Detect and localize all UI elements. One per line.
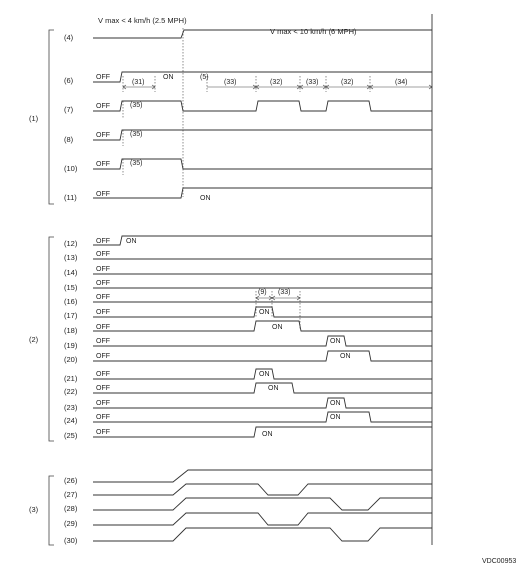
waveform-20 bbox=[93, 351, 432, 361]
waveform-28 bbox=[93, 498, 432, 510]
state-13-off: OFF bbox=[96, 251, 110, 258]
state-12-on: ON bbox=[126, 238, 137, 245]
interval-33-a: (33) bbox=[224, 79, 237, 86]
row-label-6: (6) bbox=[64, 76, 74, 85]
state-24-off: OFF bbox=[96, 414, 110, 421]
row-label-13: (13) bbox=[64, 253, 78, 262]
figure-code: VDC00953 bbox=[482, 558, 517, 565]
group-1-bracket bbox=[49, 30, 54, 204]
state-16-off: OFF bbox=[96, 294, 110, 301]
interval-31: (31) bbox=[132, 79, 145, 86]
state-14-off: OFF bbox=[96, 266, 110, 273]
state-6-off: OFF bbox=[96, 74, 110, 81]
state-6-on: ON bbox=[163, 74, 174, 81]
state-15-off: OFF bbox=[96, 280, 110, 287]
waveform-22 bbox=[93, 383, 432, 393]
state-19-off: OFF bbox=[96, 338, 110, 345]
row-label-11: (11) bbox=[64, 193, 77, 202]
interval-35-7: (35) bbox=[130, 102, 143, 109]
group-2-label: (2) bbox=[29, 335, 39, 344]
group-2-bracket bbox=[49, 237, 54, 441]
waveform-10 bbox=[93, 159, 432, 169]
interval-35-10: (35) bbox=[130, 160, 143, 167]
row-labels bbox=[64, 33, 78, 545]
waveform-30 bbox=[93, 528, 432, 541]
row-label-8: (8) bbox=[64, 135, 74, 144]
row-label-15: (15) bbox=[64, 283, 78, 292]
state-23-off: OFF bbox=[96, 400, 110, 407]
row-label-22: (22) bbox=[64, 387, 78, 396]
row-label-24: (24) bbox=[64, 416, 78, 425]
interval-32-a: (32) bbox=[270, 79, 283, 86]
row-label-28: (28) bbox=[64, 504, 78, 513]
interval-5: (5) bbox=[200, 74, 209, 81]
state-25-on: ON bbox=[262, 431, 273, 438]
row-label-29: (29) bbox=[64, 519, 78, 528]
state-19-on: ON bbox=[330, 338, 341, 345]
group-1-label: (1) bbox=[29, 114, 39, 123]
waveform-26 bbox=[93, 470, 432, 482]
row-label-7: (7) bbox=[64, 105, 74, 114]
group-3-bracket bbox=[49, 476, 54, 545]
row-label-27: (27) bbox=[64, 490, 78, 499]
row-label-26: (26) bbox=[64, 476, 78, 485]
row-label-30: (30) bbox=[64, 536, 78, 545]
state-21-off: OFF bbox=[96, 371, 110, 378]
waveform-4 bbox=[93, 30, 432, 38]
state-20-on: ON bbox=[340, 353, 351, 360]
row-label-21: (21) bbox=[64, 374, 78, 383]
row-label-19: (19) bbox=[64, 341, 78, 350]
state-25-off: OFF bbox=[96, 429, 110, 436]
interval-34: (34) bbox=[395, 79, 408, 86]
interval-9: (9) bbox=[258, 289, 267, 296]
row-label-16: (16) bbox=[64, 297, 78, 306]
vmax-high-label: V max < 10 km/h (6 MPH) bbox=[270, 27, 357, 36]
interval-35-8: (35) bbox=[130, 131, 143, 138]
waveform-8 bbox=[93, 130, 432, 140]
state-11-off: OFF bbox=[96, 191, 110, 198]
state-17-on: ON bbox=[259, 309, 270, 316]
waveform-24 bbox=[93, 412, 432, 422]
row-label-10: (10) bbox=[64, 164, 78, 173]
interval-32-b: (32) bbox=[341, 79, 354, 86]
row-label-18: (18) bbox=[64, 326, 78, 335]
state-21-on: ON bbox=[259, 371, 270, 378]
interval-33-b: (33) bbox=[306, 79, 319, 86]
row-label-17: (17) bbox=[64, 311, 78, 320]
state-10-off: OFF bbox=[96, 161, 110, 168]
vmax-low-label: V max < 4 km/h (2.5 MPH) bbox=[98, 16, 187, 25]
state-24-on: ON bbox=[330, 414, 341, 421]
interval-33-c: (33) bbox=[278, 289, 291, 296]
state-11-on: ON bbox=[200, 195, 211, 202]
waveform-18 bbox=[93, 321, 432, 331]
row-label-25: (25) bbox=[64, 431, 78, 440]
row-label-12: (12) bbox=[64, 239, 78, 248]
state-20-off: OFF bbox=[96, 353, 110, 360]
waveform-12 bbox=[93, 236, 432, 245]
row-label-4: (4) bbox=[64, 33, 74, 42]
state-18-off: OFF bbox=[96, 324, 110, 331]
row-label-14: (14) bbox=[64, 268, 78, 277]
state-12-off: OFF bbox=[96, 238, 110, 245]
state-22-on: ON bbox=[268, 385, 279, 392]
state-17-off: OFF bbox=[96, 309, 110, 316]
waveform-11 bbox=[93, 188, 432, 198]
waveform-23 bbox=[93, 398, 432, 408]
waveform-19 bbox=[93, 336, 432, 346]
waveform-7 bbox=[93, 101, 432, 111]
row-label-23: (23) bbox=[64, 403, 78, 412]
state-18-on: ON bbox=[272, 324, 283, 331]
state-7-off: OFF bbox=[96, 103, 110, 110]
state-22-off: OFF bbox=[96, 385, 110, 392]
waveform-29 bbox=[93, 513, 432, 525]
row-label-20: (20) bbox=[64, 355, 78, 364]
waveform-27 bbox=[93, 484, 432, 495]
state-8-off: OFF bbox=[96, 132, 110, 139]
state-23-on: ON bbox=[330, 400, 341, 407]
group-3-label: (3) bbox=[29, 505, 39, 514]
